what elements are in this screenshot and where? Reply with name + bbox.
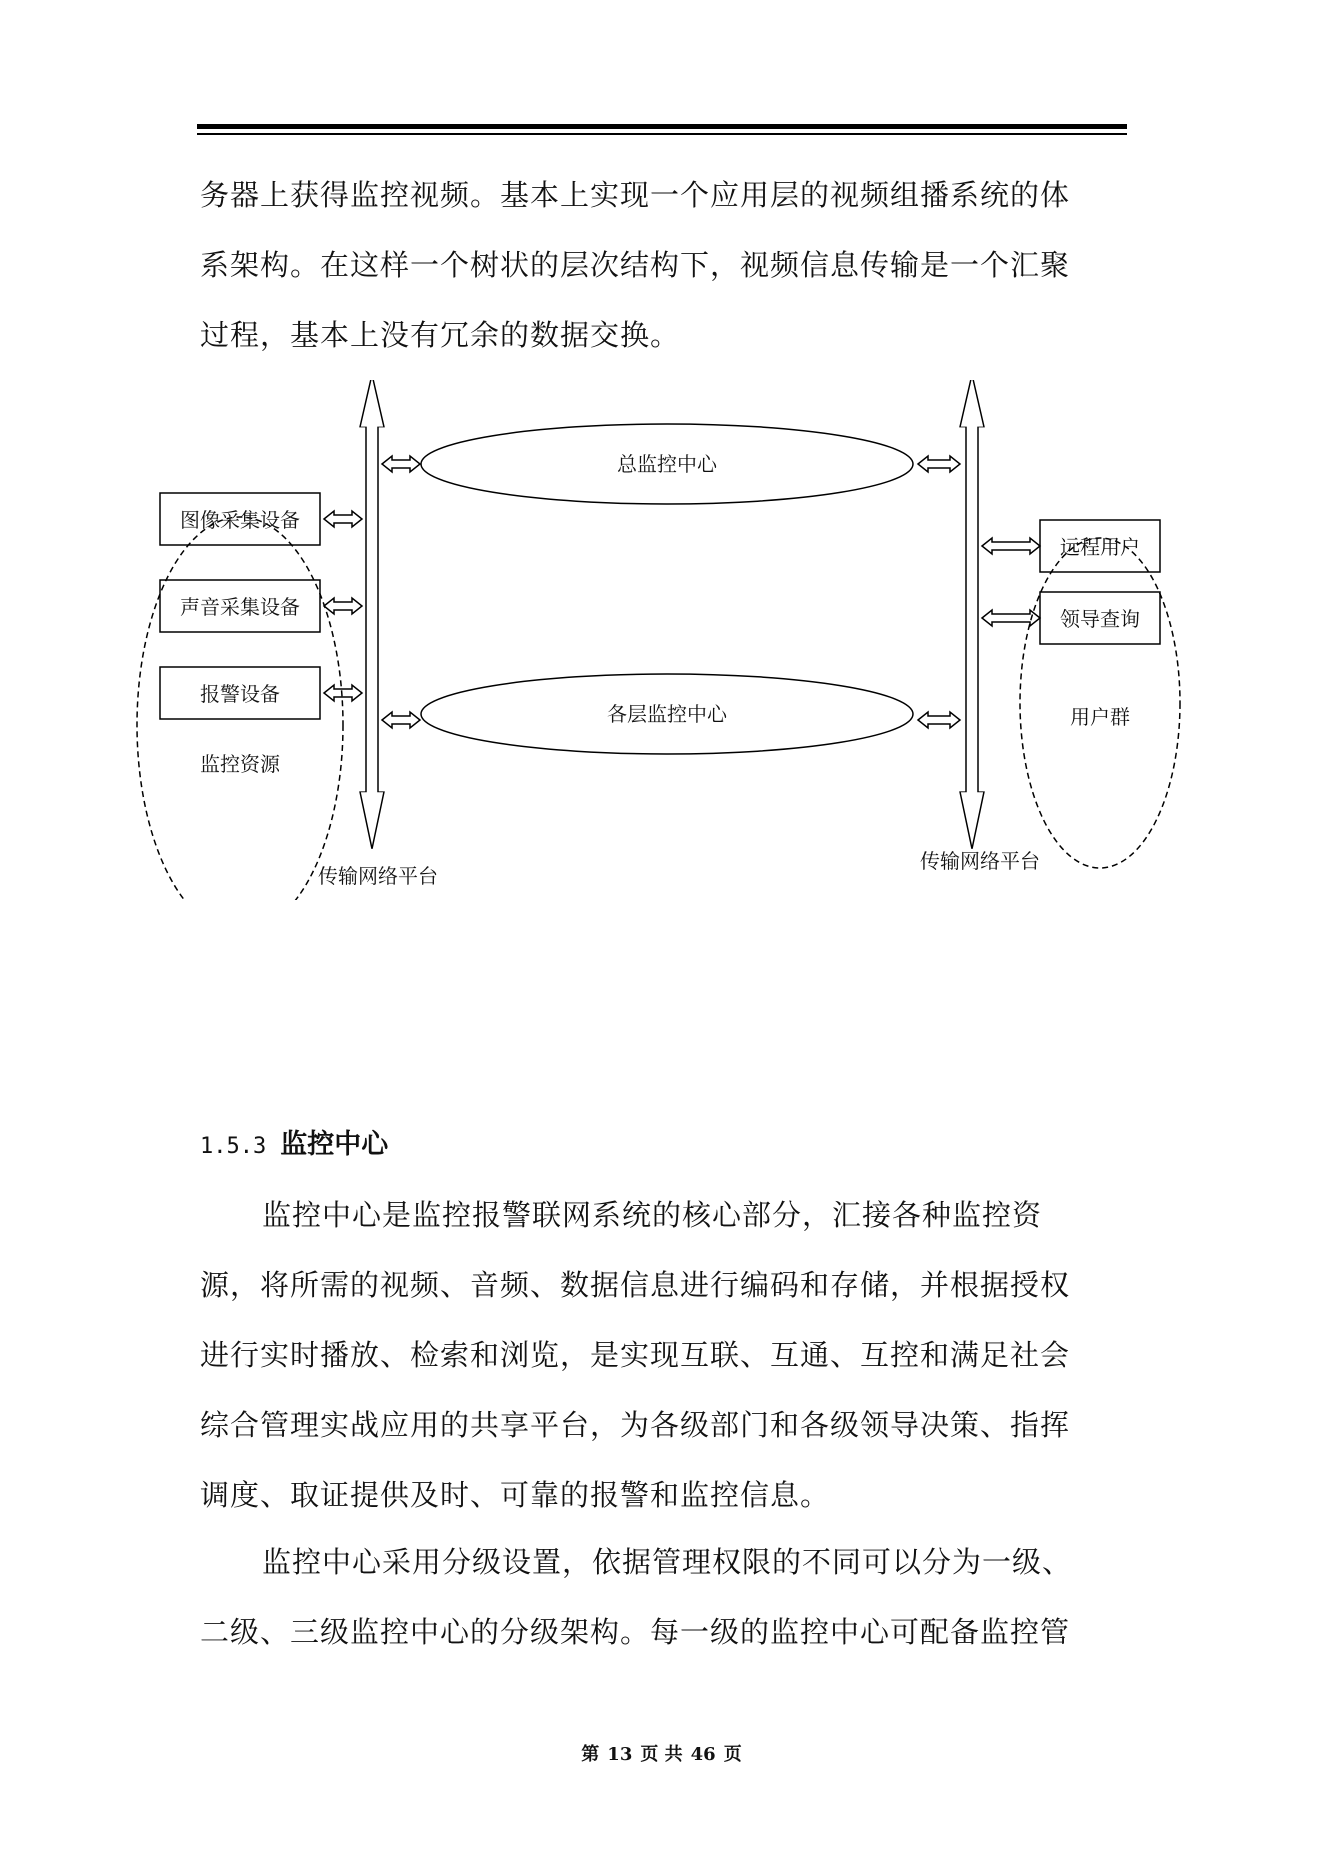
layer-center-label: 各层监控中心 — [607, 702, 727, 726]
header-rule-thin — [197, 133, 1127, 135]
right-platform-arrow — [960, 380, 984, 849]
intro-paragraph — [200, 160, 1130, 370]
text-line: 系架构。在这样一个树状的层次结构下，视频信息传输是一个汇聚 — [200, 248, 1071, 282]
section-paragraph-1 — [200, 1180, 1130, 1530]
text-line: 源，将所需的视频、音频、数据信息进行编码和存储，并根据授权 — [200, 1268, 1071, 1302]
users-group-label: 用户群 — [1070, 705, 1130, 729]
double-arrow-icon — [324, 685, 362, 701]
left-platform-arrow — [360, 380, 384, 849]
platform-right-label: 传输网络平台 — [920, 849, 1040, 873]
text-line: 进行实时播放、检索和浏览，是实现互联、互通、互控和满足社会 — [200, 1338, 1071, 1372]
footer-middle: 页 共 — [640, 1744, 683, 1765]
device-label: 报警设备 — [200, 682, 280, 706]
platform-left-label: 传输网络平台 — [318, 864, 438, 888]
section-paragraph-2 — [200, 1527, 1130, 1667]
text-line: 综合管理实战应用的共享平台，为各级部门和各级领导决策、指挥 — [200, 1408, 1071, 1442]
text-line: 监控中心是监控报警联网系统的核心部分，汇接各种监控资 — [262, 1198, 1043, 1232]
double-arrow-icon — [918, 712, 960, 728]
users-group — [1020, 538, 1180, 868]
text-line: 二级、三级监控中心的分级架构。每一级的监控中心可配备监控管 — [200, 1615, 1071, 1649]
double-arrow-icon — [382, 712, 420, 728]
footer-prefix: 第 — [581, 1744, 600, 1765]
footer-page-number: 13 — [607, 1744, 633, 1765]
monitoring-network-diagram — [0, 380, 1323, 900]
double-arrow-icon — [382, 456, 420, 472]
resources-group — [137, 517, 343, 900]
central-center-label: 总监控中心 — [617, 452, 717, 476]
text-line: 监控中心采用分级设置，依据管理权限的不同可以分为一级、 — [262, 1545, 1073, 1579]
device-label: 图像采集设备 — [180, 508, 300, 532]
footer-suffix: 页 — [723, 1744, 742, 1765]
double-arrow-icon — [982, 538, 1040, 554]
page-footer — [0, 1740, 1323, 1766]
resources-label: 监控资源 — [200, 752, 280, 776]
text-line: 调度、取证提供及时、可靠的报警和监控信息。 — [200, 1478, 831, 1512]
section-number: 1.5.3 — [200, 1134, 267, 1159]
text-line: 务器上获得监控视频。基本上实现一个应用层的视频组播系统的体 — [200, 178, 1071, 212]
header-rule-thick — [197, 124, 1127, 129]
text-line: 过程，基本上没有冗余的数据交换。 — [200, 318, 681, 352]
device-label: 声音采集设备 — [180, 595, 300, 619]
double-arrow-icon — [324, 511, 362, 527]
section-heading — [200, 1125, 388, 1165]
user-label: 领导查询 — [1060, 607, 1140, 631]
footer-total-pages: 46 — [690, 1744, 716, 1765]
double-arrow-icon — [918, 456, 960, 472]
double-arrow-icon — [324, 598, 362, 614]
user-label: 远程用户 — [1060, 535, 1140, 559]
section-title: 监控中心 — [280, 1129, 389, 1160]
